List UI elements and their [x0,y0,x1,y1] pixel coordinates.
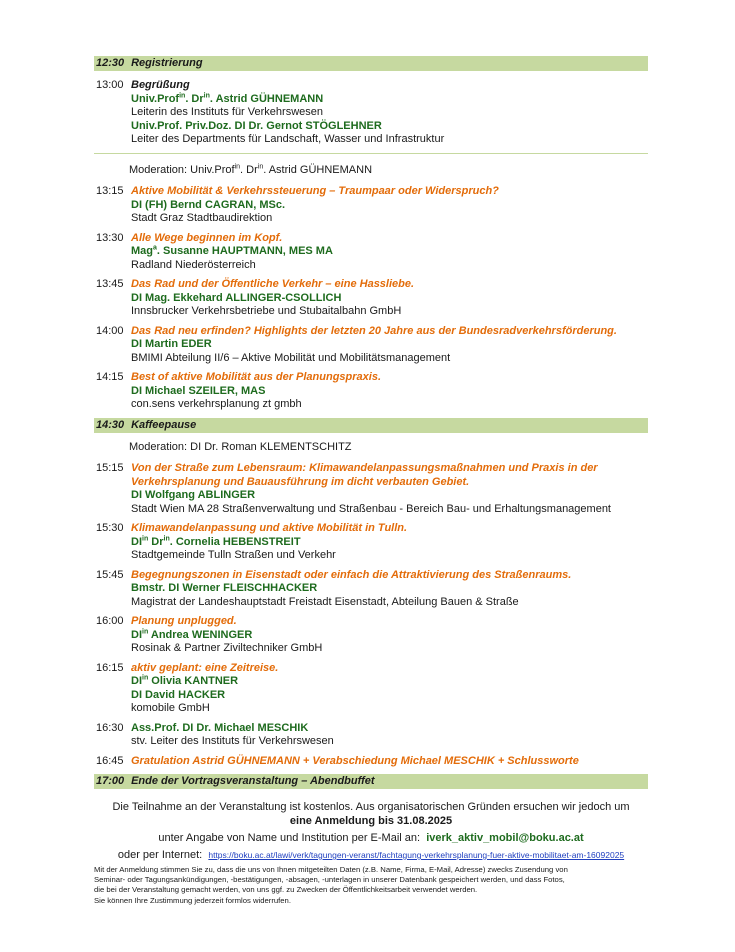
talk [94,615,648,656]
url-link[interactable]: https://boku.ac.at/lawi/verk/tagungen-veranst/fachtagung-verkehrsplanung-fuer-aktive-mobilitaet-am-16092025 [208,850,625,860]
talk-title: Planung unplugged. [131,615,237,627]
time: 13:00 [96,79,124,91]
web-line: oder per Internet: https://boku.ac.at/lawi/verk/tagungen-veranst/fachtagung-verkehrsplanung-fuer-aktive-mobilitaet-am-16092025 [117,849,625,861]
talk-title: aktiv geplant: eine Zeitreise. [131,661,279,674]
talk-title: Gratulation Astrid GÜHNEMANN + Verabschiedung Michael MESCHIK + Schlussworte [131,754,579,767]
divider [94,153,648,154]
talk [94,662,648,716]
speaker-org: Magistrat der Landeshauptstadt Freistadt Eisenstadt, Abteilung Bauen & Straße [131,595,519,608]
time: 13:30 [96,231,124,244]
time: 16:00 [96,615,124,627]
speaker: DI (FH) Bernd CAGRAN, MSc. [131,198,285,211]
speaker: Mag$^a$. Susanne HAUPTMANN, MES MA [131,244,333,257]
speaker: $DI^{in}$ $Dr^{in}$. Cornelia HEBENSTREIT [131,534,301,548]
speaker: $DI^{in}$ Andrea WENINGER [131,627,253,641]
speaker-org: Leiterin des Instituts für Verkehrswesen [131,106,323,118]
time: 15:15 [96,462,124,474]
speaker-org: Stadt Wien MA 28 Straßenverwaltung und Straßenbau - Bereich Bau- und Erhaltungsmanagement [131,502,611,515]
talk [94,569,648,610]
registration-info [94,800,648,862]
talk-title: Aktive Mobilität & Verkehrssteuerung – Traumpaar oder Widerspruch? [131,185,499,197]
speaker: Univ.Prof. Priv.Doz. DI Dr. Gernot STÖGLEHNER [131,119,382,132]
speaker: DI Michael SZEILER, MAS [131,384,266,397]
consent-line: Seminar- oder Tagungsankündigungen, -bestätigungen, -absagen, -unterlagen in unserer Datenbank gespeichert werden, und dass Fotos, [94,875,565,885]
speaker-org: Innsbrucker Verkehrsbetriebe und Stubaitalbahn GmbH [131,305,402,317]
speaker: Bmstr. DI Werner FLEISCHHACKER [131,582,318,594]
program [94,56,648,797]
end-bar [94,774,648,789]
speaker: Univ.Prof$^{in}$. $Dr^{in}$. Astrid GÜHNEMANN [131,91,324,105]
speaker-org: Radland Niederösterreich [131,258,256,271]
speaker: DI David HACKER [131,688,226,701]
talk [94,722,648,749]
label: Ende der Vortragsveranstaltung – Abendbuffet [131,775,375,787]
speaker-org: komobile GmbH [131,702,210,714]
break-bar [94,418,648,433]
speaker-org: BMIMI Abteilung II/6 – Aktive Mobilität und Mobilitätsmanagement [131,351,451,364]
welcome-block [94,79,648,147]
talk-title: Begegnungszonen in Eisenstadt oder einfach die Attraktivierung des Straßenraums. [131,568,572,581]
talk [94,185,648,226]
speaker: DI Mag. Ekkehard ALLINGER-CSOLLICH [131,291,342,304]
info-line: Die Teilnahme an der Veranstaltung ist kostenlos. Aus organisatorischen Gründen ersuchen wir jedoch um [112,801,630,813]
time: 15:45 [96,568,124,581]
consent-line: Sie können Ihre Zustimmung jederzeit formlos widerrufen. [94,895,291,905]
consent-line: die bei der Veranstaltung gemacht werden, von uns ggf. zu Zwecken der Öffentlichkeitsarbeit verwendet werden. [94,885,478,895]
talk [94,522,648,563]
time: 13:45 [96,278,124,290]
talk-title: Alle Wege beginnen im Kopf. [131,231,283,244]
time: 14:15 [96,371,124,383]
talk-title: Das Rad und der Öffentliche Verkehr – eine Hassliebe. [131,278,415,290]
speaker-org: Stadtgemeinde Tulln Straßen und Verkehr [131,549,336,561]
label: Kaffeepause [131,418,197,431]
talk-title: Klimawandelanpassung und aktive Mobilität in Tulln. [131,522,408,534]
time: 17:00 [96,775,125,787]
talk [94,278,648,319]
time: 16:45 [96,754,124,767]
time: 13:15 [96,185,124,197]
moderation: Moderation: DI Dr. Roman KLEMENTSCHITZ [129,440,352,453]
deadline: eine Anmeldung bis 31.08.2025 [289,815,453,827]
speaker-org: Leiter des Departments für Landschaft, Wasser und Infrastruktur [131,133,445,145]
speaker: $DI^{in}$ Olivia KANTNER [131,674,239,687]
time: 14:30 [96,418,125,431]
speaker: DI Martin EDER [131,338,212,350]
label: Registrierung [131,57,203,69]
time: 14:00 [96,324,124,337]
speaker: Ass.Prof. DI Dr. Michael MESCHIK [131,721,309,734]
welcome-title: Begrüßung [131,79,190,91]
time: 16:15 [96,661,124,674]
talk [94,325,648,366]
speaker-org: Rosinak & Partner Ziviltechniker GmbH [131,642,323,654]
talk [94,462,648,516]
talk [94,755,648,769]
speaker: DI Wolfgang ABLINGER [131,489,256,501]
time: 15:30 [96,522,124,534]
consent-text [94,865,654,906]
speaker-org: stv. Leiter des Instituts für Verkehrswesen [131,735,334,747]
speaker-org: Stadt Graz Stadtbaudirektion [131,212,273,224]
registration-bar [94,56,648,71]
speaker-org: con.sens verkehrsplanung zt gmbh [131,398,302,410]
time: 16:30 [96,721,124,734]
moderation: Moderation: Univ.Prof$^{in}$. $Dr^{in}$. Astrid GÜHNEMANN [129,162,373,176]
talk [94,232,648,273]
talk-title: Verkehrsplanung und Bauausführung im dicht verbauten Gebiet. [131,475,470,488]
time: 12:30 [96,57,125,69]
email-link[interactable]: iverk_aktiv_mobil@boku.ac.at [426,832,584,844]
talk-title: Das Rad neu erfinden? Highlights der letzten 20 Jahre aus der Bundesradverkehrsförderung. [131,324,617,337]
talk-title: Best of aktive Mobilität aus der Planungspraxis. [131,371,382,383]
talk [94,371,648,412]
email-line: unter Angabe von Name und Institution per E-Mail an: iverk_aktiv_mobil@boku.ac.at [158,832,584,844]
consent-line: Mit der Anmeldung stimmen Sie zu, dass die uns von Ihnen mitgeteilten Daten (z.B. Name, Firma, E-Mail, Adresse) zwecks Zusendung von [94,865,568,874]
talk-title: Von der Straße zum Lebensraum: Klimawandelanpassungsmaßnahmen und Praxis in der [131,462,598,474]
